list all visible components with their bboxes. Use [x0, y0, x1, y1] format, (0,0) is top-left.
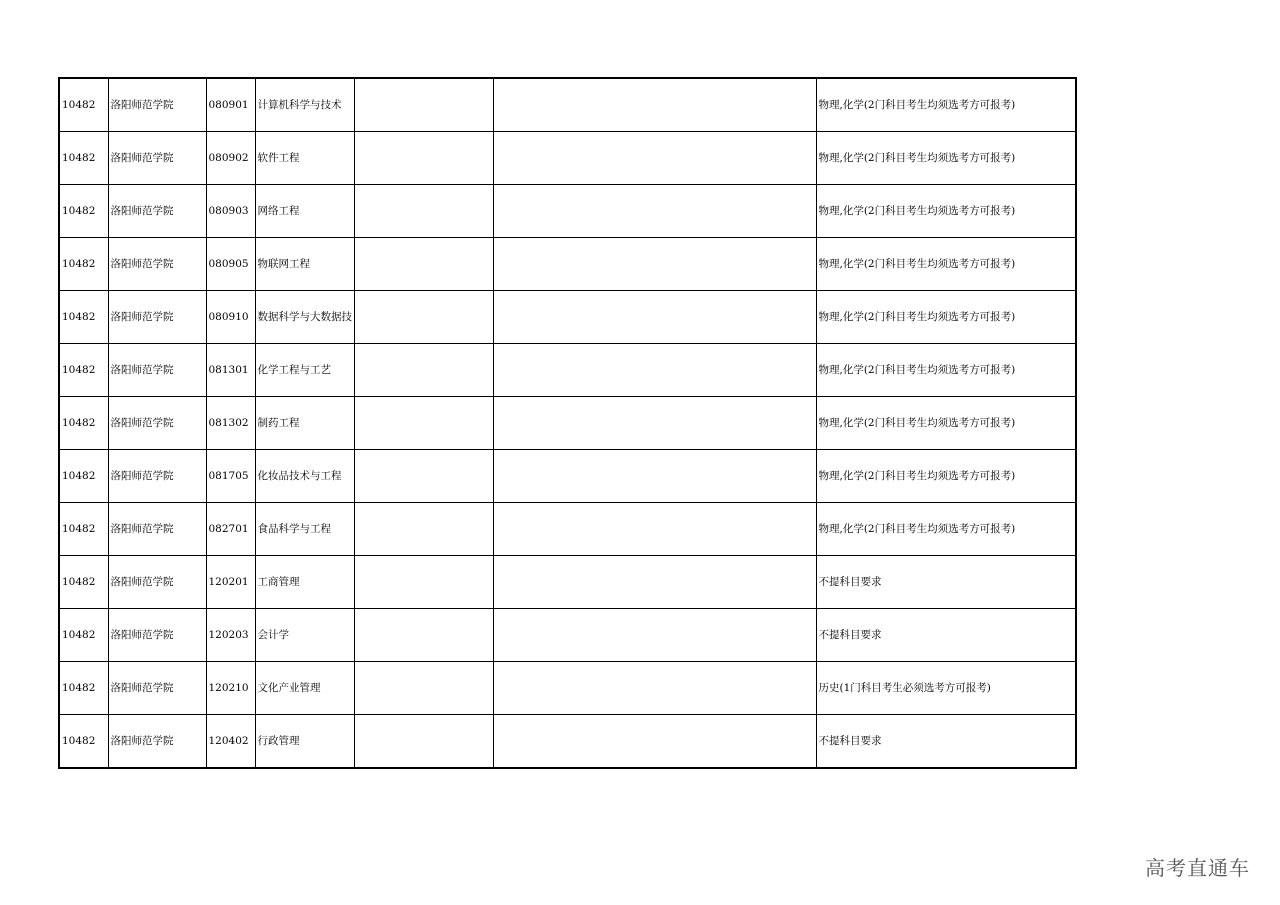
school-code-cell: 10482	[59, 715, 108, 769]
school-name-cell: 洛阳师范学院	[108, 715, 206, 769]
major-name-cell: 网络工程	[255, 185, 354, 238]
major-name-cell: 化学工程与工艺	[255, 344, 354, 397]
subject-requirement-cell: 物理,化学(2门科目考生均须选考方可报考)	[816, 78, 1076, 132]
table-row	[59, 397, 1076, 450]
blank-cell-wide	[493, 397, 816, 450]
table-row	[59, 503, 1076, 556]
subject-requirements-table	[58, 77, 1077, 769]
major-code-cell: 081301	[206, 344, 255, 397]
major-code-cell: 120201	[206, 556, 255, 609]
major-name-cell: 行政管理	[255, 715, 354, 769]
subject-requirement-cell: 物理,化学(2门科目考生均须选考方可报考)	[816, 238, 1076, 291]
major-code-cell: 120210	[206, 662, 255, 715]
table-row	[59, 450, 1076, 503]
major-code-cell: 120402	[206, 715, 255, 769]
table-row	[59, 78, 1076, 132]
blank-cell	[354, 450, 493, 503]
blank-cell-wide	[493, 78, 816, 132]
major-code-cell: 120203	[206, 609, 255, 662]
subject-requirement-cell: 物理,化学(2门科目考生均须选考方可报考)	[816, 344, 1076, 397]
school-code-cell: 10482	[59, 503, 108, 556]
blank-cell-wide	[493, 715, 816, 769]
subject-requirement-cell: 物理,化学(2门科目考生均须选考方可报考)	[816, 450, 1076, 503]
school-name-cell: 洛阳师范学院	[108, 609, 206, 662]
school-name-cell: 洛阳师范学院	[108, 450, 206, 503]
major-name-cell: 工商管理	[255, 556, 354, 609]
school-name-cell: 洛阳师范学院	[108, 291, 206, 344]
major-code-cell: 081705	[206, 450, 255, 503]
major-name-cell: 数据科学与大数据技	[255, 291, 354, 344]
subject-requirement-cell: 物理,化学(2门科目考生均须选考方可报考)	[816, 291, 1076, 344]
blank-cell	[354, 344, 493, 397]
blank-cell-wide	[493, 132, 816, 185]
school-code-cell: 10482	[59, 291, 108, 344]
major-name-cell: 会计学	[255, 609, 354, 662]
major-code-cell: 080902	[206, 132, 255, 185]
school-code-cell: 10482	[59, 609, 108, 662]
major-code-cell: 082701	[206, 503, 255, 556]
school-name-cell: 洛阳师范学院	[108, 397, 206, 450]
major-name-cell: 计算机科学与技术	[255, 78, 354, 132]
blank-cell	[354, 185, 493, 238]
subject-requirement-cell: 不提科目要求	[816, 609, 1076, 662]
school-name-cell: 洛阳师范学院	[108, 662, 206, 715]
major-code-cell: 080910	[206, 291, 255, 344]
school-name-cell: 洛阳师范学院	[108, 503, 206, 556]
school-code-cell: 10482	[59, 238, 108, 291]
major-name-cell: 制药工程	[255, 397, 354, 450]
blank-cell	[354, 556, 493, 609]
school-name-cell: 洛阳师范学院	[108, 344, 206, 397]
table-row	[59, 291, 1076, 344]
school-code-cell: 10482	[59, 185, 108, 238]
subject-requirement-cell: 历史(1门科目考生必须选考方可报考)	[816, 662, 1076, 715]
table-row	[59, 609, 1076, 662]
school-code-cell: 10482	[59, 344, 108, 397]
major-name-cell: 软件工程	[255, 132, 354, 185]
subject-requirement-cell: 物理,化学(2门科目考生均须选考方可报考)	[816, 397, 1076, 450]
blank-cell-wide	[493, 185, 816, 238]
major-code-cell: 080901	[206, 78, 255, 132]
school-code-cell: 10482	[59, 662, 108, 715]
subject-requirement-cell: 不提科目要求	[816, 556, 1076, 609]
major-name-cell: 物联网工程	[255, 238, 354, 291]
table-row	[59, 662, 1076, 715]
blank-cell-wide	[493, 344, 816, 397]
blank-cell	[354, 78, 493, 132]
watermark-logo: 高考直通车	[1145, 856, 1250, 880]
blank-cell-wide	[493, 238, 816, 291]
school-code-cell: 10482	[59, 78, 108, 132]
table-row	[59, 238, 1076, 291]
major-code-cell: 081302	[206, 397, 255, 450]
blank-cell	[354, 503, 493, 556]
table-row	[59, 185, 1076, 238]
table-row	[59, 715, 1076, 769]
subject-requirement-cell: 物理,化学(2门科目考生均须选考方可报考)	[816, 185, 1076, 238]
blank-cell	[354, 132, 493, 185]
school-code-cell: 10482	[59, 450, 108, 503]
subject-requirement-cell: 物理,化学(2门科目考生均须选考方可报考)	[816, 503, 1076, 556]
table-row	[59, 344, 1076, 397]
major-code-cell: 080903	[206, 185, 255, 238]
school-name-cell: 洛阳师范学院	[108, 238, 206, 291]
school-code-cell: 10482	[59, 397, 108, 450]
blank-cell	[354, 609, 493, 662]
blank-cell	[354, 291, 493, 344]
blank-cell	[354, 662, 493, 715]
school-name-cell: 洛阳师范学院	[108, 78, 206, 132]
school-code-cell: 10482	[59, 132, 108, 185]
blank-cell-wide	[493, 503, 816, 556]
blank-cell-wide	[493, 609, 816, 662]
subject-requirement-cell: 物理,化学(2门科目考生均须选考方可报考)	[816, 132, 1076, 185]
school-code-cell: 10482	[59, 556, 108, 609]
school-name-cell: 洛阳师范学院	[108, 556, 206, 609]
school-name-cell: 洛阳师范学院	[108, 132, 206, 185]
blank-cell-wide	[493, 450, 816, 503]
school-name-cell: 洛阳师范学院	[108, 185, 206, 238]
table-body	[59, 78, 1076, 768]
major-name-cell: 食品科学与工程	[255, 503, 354, 556]
blank-cell	[354, 397, 493, 450]
blank-cell-wide	[493, 662, 816, 715]
blank-cell-wide	[493, 291, 816, 344]
table-row	[59, 556, 1076, 609]
subject-requirement-cell: 不提科目要求	[816, 715, 1076, 769]
blank-cell	[354, 238, 493, 291]
blank-cell-wide	[493, 556, 816, 609]
table-row	[59, 132, 1076, 185]
major-name-cell: 文化产业管理	[255, 662, 354, 715]
blank-cell	[354, 715, 493, 769]
major-name-cell: 化妆品技术与工程	[255, 450, 354, 503]
major-code-cell: 080905	[206, 238, 255, 291]
